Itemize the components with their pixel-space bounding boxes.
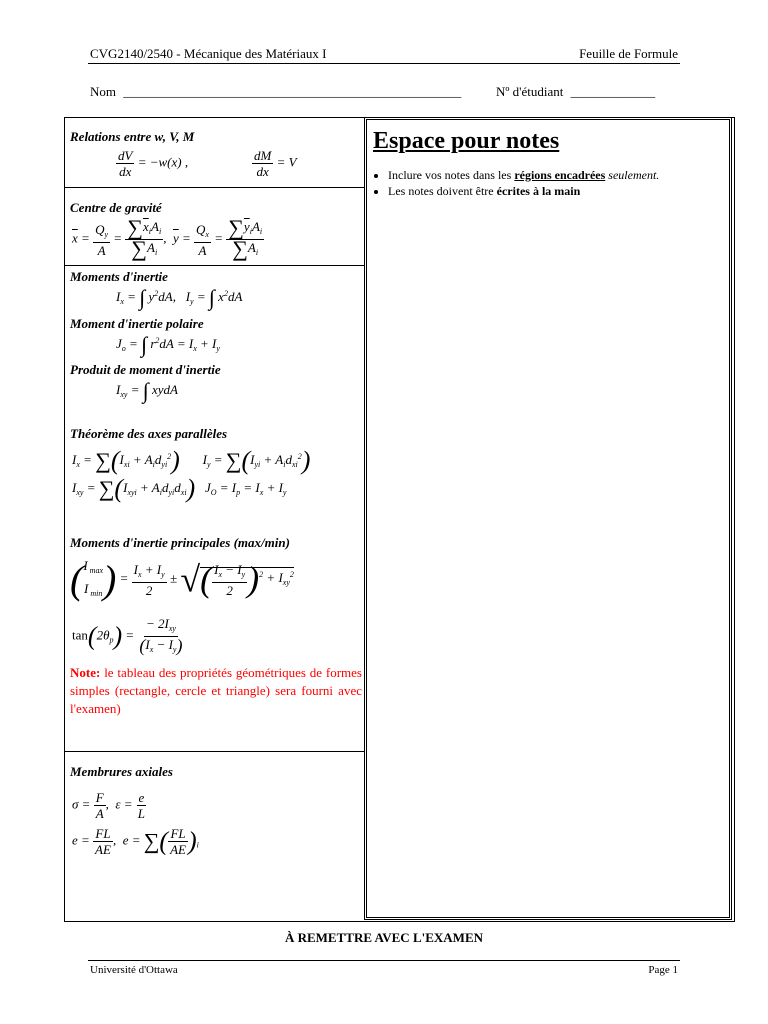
- formula-principal: ( I $_{max}$ I $_{min}$ ) = $\frac{I_x + I_y}{2}$ ± √( $\frac{I_x - I_y}{2}$ )$^2 + I_{xy}^2$: [70, 557, 294, 602]
- formula-centroid: $\overline{x}$ = $\frac{Q_y}{A}$ = $\frac{\sum\overline{x}_iA_i}{\sum A_i}$ , $\overline{y}$ = $\frac{Q_x}{A}$ = $\frac{\sum\overline{y}_iA_i}{\sum A_i}$: [72, 215, 263, 262]
- university-name: Université d'Ottawa: [90, 964, 178, 976]
- section-wvm-title: Relations entre w, V, M: [70, 129, 195, 144]
- name-line: ____________________________________________________: [123, 84, 462, 99]
- note-label: Note:: [70, 665, 101, 680]
- student-id-label: Nº d'étudiant: [496, 84, 564, 99]
- formula-dv-dx: $\frac{dV}{dx}$ = −w(x) ,: [118, 148, 189, 179]
- name-label: Nom: [90, 84, 116, 99]
- formula-product: $I_{xy}$ = ∫ xydA: [116, 378, 178, 404]
- divider-2: [64, 265, 364, 266]
- notes-box: [364, 117, 732, 920]
- divider-1: [64, 187, 364, 188]
- notes-instruction-1: • Inclure vos notes dans les régions encadrées seulement.: [388, 168, 724, 183]
- formula-parallel-2: $I_{xy} = \sum(I_{xyi} + A_id_{yi}d_{xi}) J_O = I_p = I_x + I_y$: [72, 474, 287, 503]
- return-instruction: À REMETTRE AVEC L'EXAMEN: [284, 930, 484, 945]
- formula-dm-dx: $\frac{dM}{dx}$ = V: [254, 148, 297, 179]
- section-centroid-title: Centre de gravité: [70, 200, 162, 215]
- name-field[interactable]: [90, 84, 461, 100]
- formula-stress-strain: σ = $\frac{F}{A}$ , ε = $\frac{e}{L}$: [72, 790, 146, 821]
- formula-elongation: e = $\frac{FL}{AE}$ , e = ∑( $\frac{FL}{AE}$ )$_i$: [72, 826, 199, 857]
- section-product-title: Produit de moment d'inertie: [70, 362, 221, 377]
- exam-note: [70, 664, 362, 718]
- header-rule: [88, 63, 680, 64]
- course-title: CVG2140/2540 - Mécanique des Matériaux I: [90, 46, 327, 61]
- footer-rule: [88, 960, 680, 961]
- student-id-field[interactable]: [496, 84, 655, 100]
- notes-instruction-2: • Les notes doivent être écrites à la main: [388, 184, 724, 199]
- divider-3: [64, 751, 364, 752]
- page-number: Page 1: [648, 964, 678, 976]
- note-text: le tableau des propriétés géométriques de formes simples (rectangle, cercle et triangle) sera fourni avec l'examen): [70, 665, 362, 716]
- section-parallel-title: Théorème des axes parallèles: [70, 426, 228, 441]
- student-id-line: _____________: [570, 84, 656, 99]
- section-principal-title: Moments d'inertie principales (max/min): [70, 535, 290, 550]
- section-inertia-title: Moments d'inertie: [70, 269, 168, 284]
- notes-instructions: [368, 167, 724, 200]
- sheet-title: Feuille de Formule: [579, 46, 678, 61]
- formula-inertia: $I_x$ = ∫ $y^2dA$, $I_y$ = ∫ $x^2dA$: [116, 285, 243, 311]
- section-axial-title: Membrures axiales: [70, 764, 173, 779]
- notes-title: Espace pour notes: [373, 128, 560, 154]
- formula-theta: $\tan(2\theta_p)$ = $\frac{- 2I_{xy}}{(I_x - I_y)}$: [72, 616, 183, 656]
- section-polar-title: Moment d'inertie polaire: [70, 316, 204, 331]
- formula-polar: $J_o$ = ∫ $r^2dA = I_x + I_y$: [116, 332, 220, 358]
- formula-parallel-1: $I_x = \sum(I_{xi} + A_id_{yi}^2)$ $I_y = \sum(I_{yi} + A_id_{xi}^2)$: [72, 446, 311, 475]
